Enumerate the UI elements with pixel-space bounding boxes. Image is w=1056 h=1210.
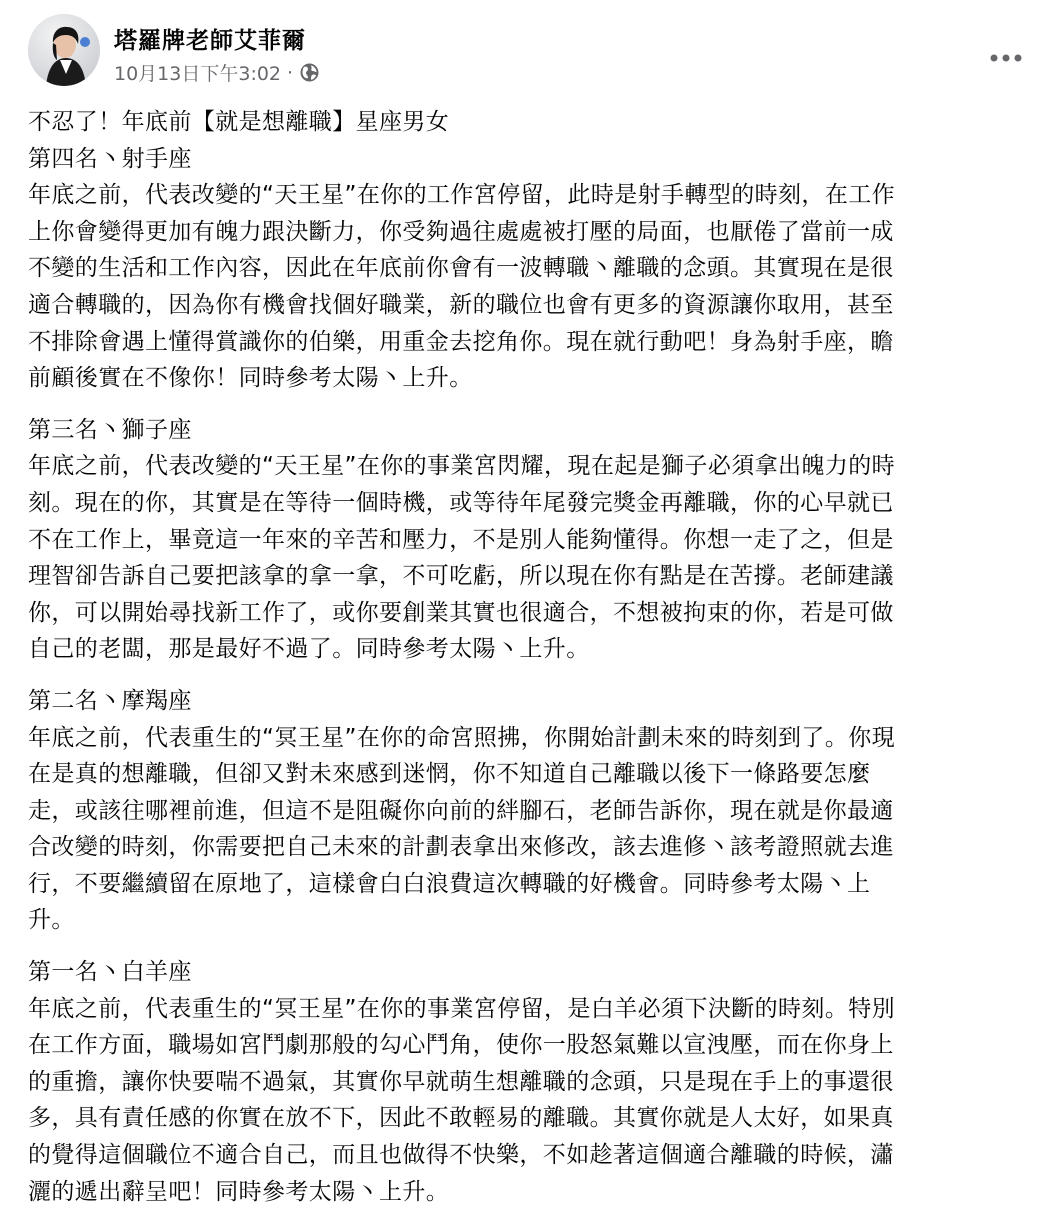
text-line: 在是真的想離職，但卻又對未來感到迷惘，你不知道自己離職以後下一條路要怎麼 [28,761,871,788]
text-line: 前顧後實在不像你！同時參考太陽丶上升。 [28,365,473,392]
text-line: 自己的老闆，那是最好不過了。同時參考太陽丶上升。 [28,636,590,663]
section-heading: 第三名丶獅子座 [28,416,192,443]
section-sagittarius [28,141,1028,397]
text-line: 的覺得這個職位不適合自己，而且也做得不快樂，不如趁著這個適合離職的時候，瀟 [28,1142,894,1169]
paragraph-gap [28,939,1028,954]
more-options-icon [990,54,1022,62]
meta-separator: · [287,61,294,84]
paragraph-gap [28,397,1028,412]
text-line: 刻。現在的你，其實是在等待一個時機，或等待年尾發完獎金再離職，你的心早就已 [28,489,894,516]
text-line: 適合轉職的，因為你有機會找個好職業，新的職位也會有更多的資源讓你取用，甚至 [28,291,894,318]
post-text [28,104,1028,1210]
section-capricorn [28,683,1028,939]
text-line: 理智卻告訴自己要把該拿的拿一拿，不可吃虧，所以現在你有點是在苦撐。老師建議 [28,563,894,590]
section-heading: 第一名丶白羊座 [28,959,192,986]
text-line: 年底之前，代表重生的“冥王星”在你的事業宮停留，是白羊必須下決斷的時刻。特別 [28,995,896,1022]
text-line: 行，不要繼續留在原地了，這樣會白白浪費這次轉職的好機會。同時參考太陽丶上 [28,870,871,897]
post-meta [114,59,320,86]
text-line: 多，具有責任感的你實在放不下，因此不敢輕易的離職。其實你就是人太好，如果真 [28,1105,894,1132]
profile-photo-avatar-icon [28,14,100,86]
text-line: 年底之前，代表改變的“天王星”在你的工作宮停留，此時是射手轉型的時刻，在工作 [28,182,896,209]
text-line: 灑的遞出辭呈吧！同時參考太陽丶上升。 [28,1178,450,1205]
text-line: 的重擔，讓你快要喘不過氣，其實你早就萌生想離職的念頭，只是現在手上的事還很 [28,1068,894,1095]
text-line: 不在工作上，畢竟這一年來的辛苦和壓力，不是別人能夠懂得。你想一走了之，但是 [28,526,894,553]
text-line: 走，或該往哪裡前進，但這不是阻礙你向前的絆腳石，老師告訴你，現在就是你最適 [28,797,894,824]
globe-icon[interactable] [299,62,320,83]
text-line: 升。 [28,907,75,934]
text-line: 年底之前，代表改變的“天王星”在你的事業宮閃耀，現在起是獅子必須拿出魄力的時 [28,453,896,480]
post-header [28,14,1034,94]
text-line: 年底之前，代表重生的“冥王星”在你的命宮照拂，你開始計劃未來的時刻到了。你現 [28,724,896,751]
section-heading: 第四名丶射手座 [28,145,192,172]
paragraph-gap [28,668,1028,683]
text-line: 合改變的時刻，你需要把自己未來的計劃表拿出來修改，該去進修丶該考證照就去進 [28,834,894,861]
avatar[interactable] [28,14,100,86]
text-line: 在工作方面，職場如宮鬥劇那般的勾心鬥角，使你一股怒氣難以宣洩壓，而在你身上 [28,1032,894,1059]
section-leo [28,412,1028,668]
text-line: 上你會變得更加有魄力跟決斷力，你受夠過往處處被打壓的局面，也厭倦了當前一成 [28,218,894,245]
author-name[interactable]: 塔羅牌老師艾菲爾 [114,28,306,54]
text-line: 不變的生活和工作內容，因此在年底前你會有一波轉職丶離職的念頭。其實現在是很 [28,255,894,282]
section-heading: 第二名丶摩羯座 [28,687,192,714]
more-options-button[interactable] [984,36,1028,80]
text-line: 不排除會遇上懂得賞識你的伯樂，用重金去挖角你。現在就行動吧！身為射手座，瞻 [28,328,894,355]
post-title: 不忍了！年底前【就是想離職】星座男女 [28,109,450,135]
text-line: 你，可以開始尋找新工作了，或你要創業其實也很適合，不想被拘束的你，若是可做 [28,599,894,626]
post-timestamp[interactable]: 10月13日下午3:02 [114,63,282,85]
section-aries [28,954,1028,1210]
